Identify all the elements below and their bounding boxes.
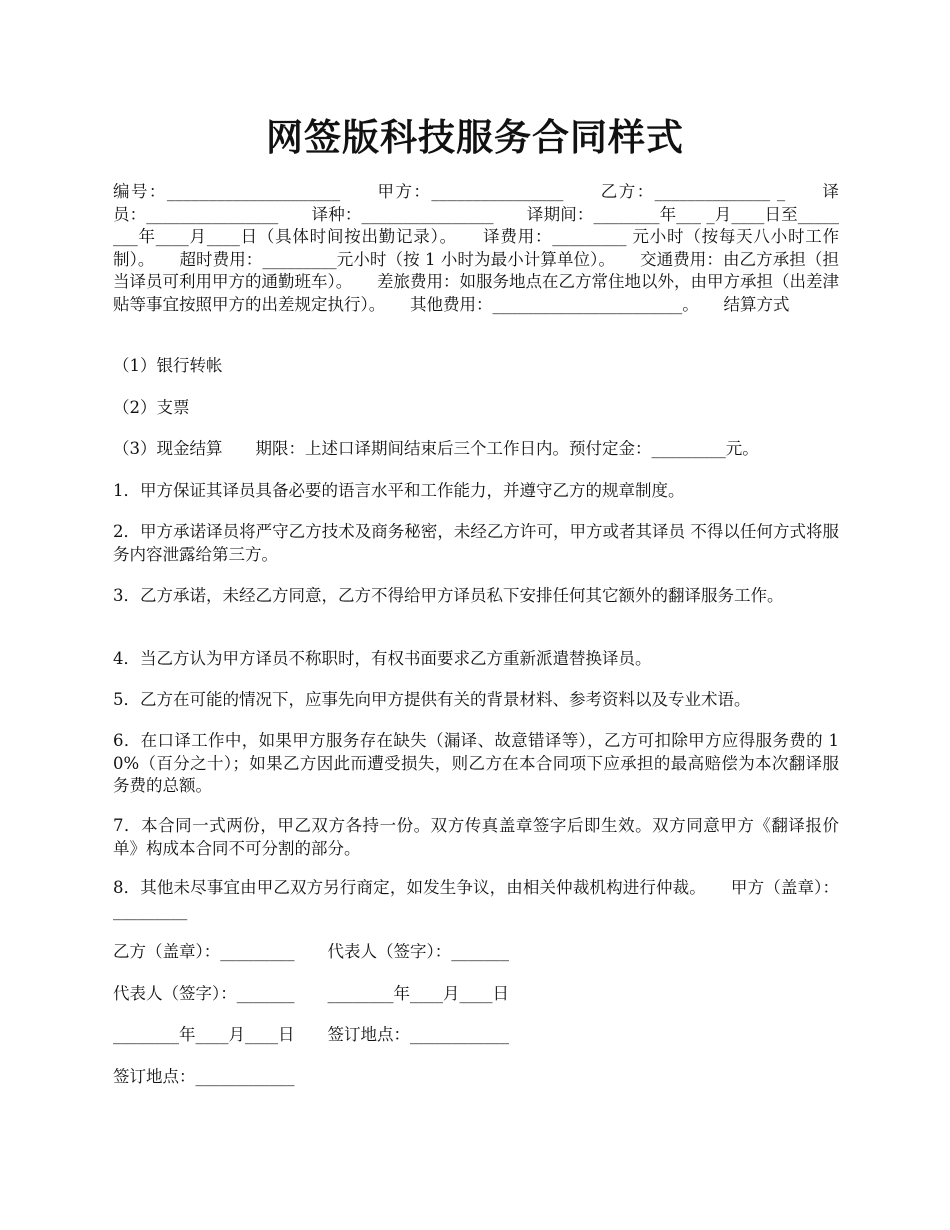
clause-1: 1．甲方保证其译员具备必要的语言水平和工作能力，并遵守乙方的规章制度。	[113, 481, 685, 500]
clause-2: 2．甲方承诺译员将严守乙方技术及商务秘密，未经乙方许可，甲方或者其译员 不得以任何方式将服务内容泄露给第三方。	[113, 522, 839, 564]
signature-line-party-b: 乙方（盖章）：_________ 代表人（签字）：_______	[113, 942, 509, 961]
clause-7: 7．本合同一式两份，甲乙双方各持一份。双方传真盖章签字后即生效。双方同意甲方《翻译报价单》构成本合同不可分割的部分。	[113, 816, 839, 858]
clause-3: 3．乙方承诺，未经乙方同意，乙方不得给甲方译员私下安排任何其它额外的翻译服务工作。	[113, 586, 784, 605]
signature-line-representative: 代表人（签字）：_______ ________年____月____日	[113, 984, 509, 1003]
payment-option-cash: （3）现金结算 期限：上述口译期间结束后三个工作日内。预付定金：_________元。	[113, 439, 759, 458]
contract-header-fields: 编号：_____________________ 甲方：________________ 乙方：______________ _ 译员：________________ 译种：________________ 译期间：________年___ _月____日至________年____月____日（具体时间按出勤记录）。 译费用：_________ 元小时（按每天八小时工作制）。 超时费用：_________元小时（按 1 小时为最小计算单位）。 交通费用：由乙方承担（担当译员可利用甲方的通勤班车）。 差旅费用：如服务地点在乙方常住地以外，由甲方承担（出差津贴等事宜按照甲方的出差规定执行）。 其他费用：_______________________。 结算方式	[113, 182, 839, 314]
signature-line-date: ________年____月____日 签订地点：____________	[113, 1025, 509, 1044]
signature-line-place: 签订地点：____________	[113, 1067, 295, 1086]
clause-4: 4．当乙方认为甲方译员不称职时，有权书面要求乙方重新派遣替换译员。	[113, 649, 652, 668]
payment-option-check: （2）支票	[113, 398, 190, 417]
document-title: 网签版科技服务合同样式	[266, 115, 684, 159]
clause-8: 8．其他未尽事宜由甲乙双方另行商定，如发生争议，由相关仲裁机构进行仲裁。 甲方（盖章）：_________	[113, 878, 839, 920]
payment-option-bank: （1）银行转帐	[113, 356, 223, 375]
clause-6: 6．在口译工作中，如果甲方服务存在缺失（漏译、故意错译等），乙方可扣除甲方应得服务费的 10%（百分之十）；如果乙方因此而遭受损失，则乙方在本合同项下应承担的最高赔偿为本次翻译服务费的总额。	[113, 731, 839, 795]
clause-5: 5．乙方在可能的情况下，应事先向甲方提供有关的背景材料、参考资料以及专业术语。	[113, 690, 751, 709]
